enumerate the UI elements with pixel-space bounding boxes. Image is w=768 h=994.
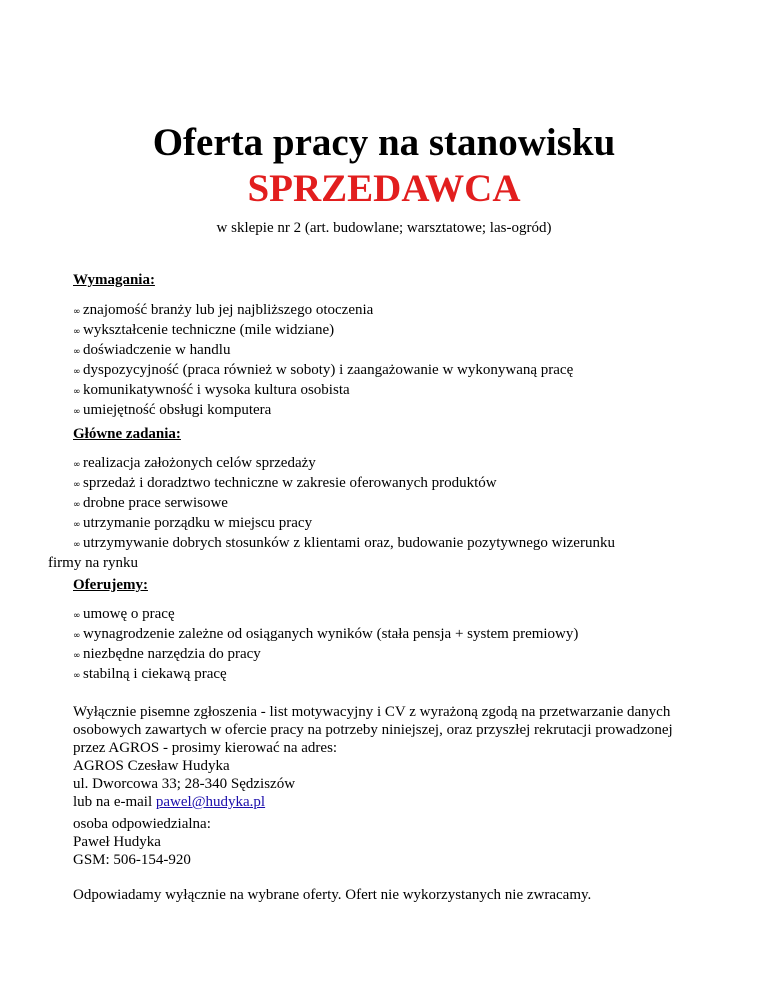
application-line: przez AGROS - prosimy kierować na adres: (73, 740, 338, 756)
requirements-list (73, 301, 713, 421)
application-line: osobowych zawartych w ofercie pracy na potrzeby niniejszej, oraz przyszłej rekrutacji prowadzonej (73, 722, 673, 738)
list-item: ∞ utrzymywanie dobrych stosunków z klientami oraz, budowanie pozytywnego wizerunku (73, 534, 713, 554)
document-body (48, 271, 713, 904)
list-item-continuation: firmy na rynku (48, 555, 138, 571)
tasks-list (48, 454, 713, 572)
bullet-icon: ∞ (73, 520, 81, 530)
contact-phone: GSM: 506-154-920 (73, 852, 191, 868)
contact-name: Paweł Hudyka (73, 834, 161, 850)
offer-title: Oferta pracy na stanowisku (152, 121, 616, 164)
footer-note: Odpowiadamy wyłącznie na wybrane oferty. Ofert nie wykorzystanych nie zwracamy. (73, 887, 592, 903)
bullet-icon: ∞ (73, 500, 81, 510)
position-title: SPRZEDAWCA (247, 167, 521, 210)
list-item: ∞ realizacja założonych celów sprzedaży (73, 454, 713, 474)
requirements-heading: Wymagania: (73, 272, 155, 288)
contact-info (73, 815, 713, 869)
store-location: w sklepie nr 2 (art. budowlane; warsztatowe; las-ogród) (216, 220, 552, 236)
list-item: ∞ komunikatywność i wysoka kultura osobista (73, 381, 713, 401)
offer-heading: Oferujemy: (73, 577, 148, 593)
bullet-icon: ∞ (73, 611, 81, 621)
email-link[interactable]: pawel@hudyka.pl (155, 794, 266, 810)
list-item: ∞ umiejętność obsługi komputera (73, 401, 713, 421)
list-item: ∞ umowę o pracę (73, 605, 713, 625)
list-item: ∞ sprzedaż i doradztwo techniczne w zakresie oferowanych produktów (73, 474, 713, 494)
bullet-icon: ∞ (73, 327, 81, 337)
company-name: AGROS Czesław Hudyka (73, 758, 230, 774)
contact-label: osoba odpowiedzialna: (73, 816, 211, 832)
offer-list (73, 605, 713, 685)
email-line: lub na e-mail pawel@hudyka.pl (73, 794, 266, 810)
bullet-icon: ∞ (73, 540, 81, 550)
tasks-heading: Główne zadania: (73, 426, 181, 442)
list-item: ∞ utrzymanie porządku w miejscu pracy (73, 514, 713, 534)
application-info (73, 703, 713, 811)
list-item: ∞ stabilną i ciekawą pracę (73, 665, 713, 685)
list-item: ∞ wynagrodzenie zależne od osiąganych wyników (stała pensja + system premiowy) (73, 625, 713, 645)
bullet-icon: ∞ (73, 407, 81, 417)
company-address: ul. Dworcowa 33; 28-340 Sędziszów (73, 776, 296, 792)
application-line: Wyłącznie pisemne zgłoszenia - list motywacyjny i CV z wyrażoną zgodą na przetwarzanie danych (73, 704, 671, 720)
list-item: ∞ dyspozycyjność (praca również w soboty) i zaangażowanie w wykonywaną pracę (73, 361, 713, 381)
bullet-icon: ∞ (73, 651, 81, 661)
bullet-icon: ∞ (73, 671, 81, 681)
bullet-icon: ∞ (73, 460, 81, 470)
list-item: ∞ niezbędne narzędzia do pracy (73, 645, 713, 665)
list-item: ∞ drobne prace serwisowe (73, 494, 713, 514)
list-item: ∞ znajomość branży lub jej najbliższego otoczenia (73, 301, 713, 321)
list-item: ∞ doświadczenie w handlu (73, 341, 713, 361)
bullet-icon: ∞ (73, 367, 81, 377)
bullet-icon: ∞ (73, 307, 81, 317)
list-item: ∞ wykształcenie techniczne (mile widziane) (73, 321, 713, 341)
bullet-icon: ∞ (73, 631, 81, 641)
bullet-icon: ∞ (73, 347, 81, 357)
bullet-icon: ∞ (73, 480, 81, 490)
bullet-icon: ∞ (73, 387, 81, 397)
